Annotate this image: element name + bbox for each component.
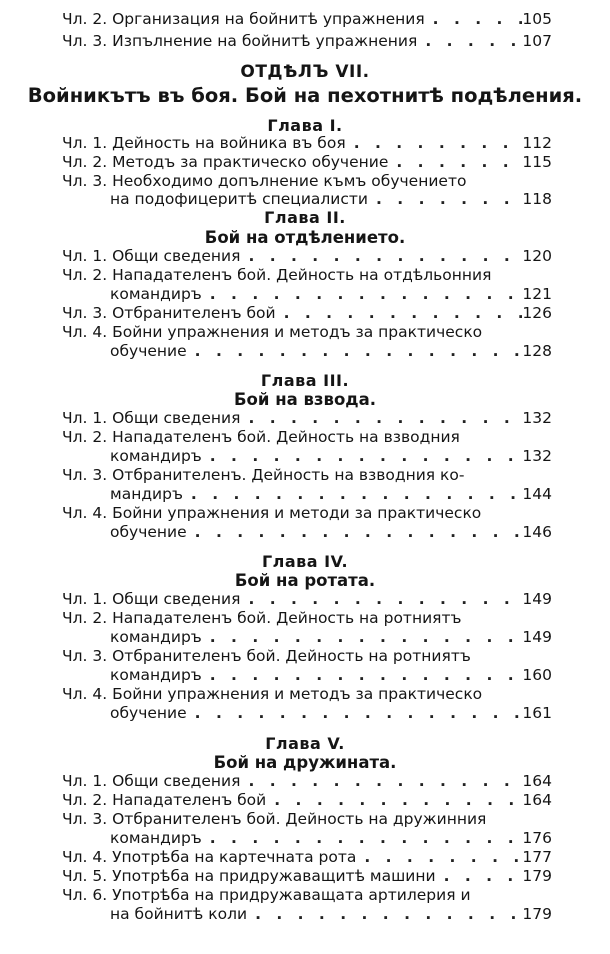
entry-label: Чл. 2. Методъ за практическо обучение [62,153,389,171]
toc-entry [62,810,532,829]
leader-dots [356,848,522,867]
leader-dots [202,447,523,466]
toc-entry [62,247,552,266]
entry-label-cont: командиръ [110,285,202,303]
section-title: Войникътъ въ боя. Бой на пехотнитѣ подѣления. [27,84,583,107]
entry-page: 132 [522,447,552,465]
chapter-heading: Глава III. [260,371,350,390]
chapter-heading: Глава II. [264,208,346,227]
leader-dots [247,905,522,924]
entry-label-cont: командиръ [110,666,202,684]
toc-entry [62,848,552,867]
toc-entry-continuation [110,666,552,685]
toc-entry [62,867,552,886]
chapter-subtitle: Бой на ротата. [234,571,376,590]
toc-entry [62,647,532,666]
toc-entry [62,428,532,447]
entry-label: Чл. 2. Нападателенъ бой. Дейность на отдѣльонния [62,266,492,284]
leader-dots [183,485,523,504]
toc-entry-continuation [110,628,552,647]
entry-page: 161 [522,704,552,722]
toc-entry-continuation [110,285,552,304]
leader-dots [202,628,523,647]
entry-page: 149 [522,590,552,608]
entry-label: Чл. 2. Нападателенъ бой. Дейность на ротниятъ [62,609,462,627]
entry-page: 120 [522,247,552,265]
entry-page: 144 [522,485,552,503]
toc-entry-continuation [110,342,552,361]
toc-entry-continuation [110,523,552,542]
toc-entry [62,304,552,323]
toc-entry [62,153,552,172]
entry-label: Чл. 4. Бойни упражнения и методи за практическо [62,504,482,522]
entry-label-cont: командиръ [110,829,202,847]
chapter-subtitle: Бой на взвода. [233,390,377,409]
entry-page: 118 [522,190,552,208]
entry-label: Чл. 3. Отбранителенъ бой. Дейность на дружинния [62,810,487,828]
toc-entry [62,10,552,29]
leader-dots [276,304,523,323]
toc-entry-continuation [110,485,552,504]
entry-label-cont: обучение [110,704,187,722]
leader-dots [388,153,522,172]
toc-entry [62,323,532,342]
entry-page: 149 [522,628,552,646]
toc-entry-continuation [110,704,552,723]
leader-dots [187,704,523,723]
entry-label: Чл. 3. Отбранителенъ. Дейность на взводния ко- [62,466,465,484]
chapter-heading: Глава I. [267,116,343,135]
toc-entry-continuation [110,447,552,466]
entry-page: 107 [522,32,552,50]
toc-entry [62,772,552,791]
leader-dots [240,409,522,428]
toc-entry [62,590,552,609]
toc-entry [62,466,532,485]
entry-label: Чл. 1. Общи сведения [62,247,241,265]
leader-dots [202,666,523,685]
leader-dots [436,867,523,886]
leader-dots [240,247,522,266]
toc-entry-continuation [110,829,552,848]
entry-label: Чл. 3. Необходимо допълнение къмъ обучението [62,172,467,190]
leader-dots [368,190,522,209]
section-heading: ОТДѢЛЪ VII. [240,62,370,82]
leader-dots [240,590,522,609]
toc-entry [62,32,552,51]
leader-dots [417,32,522,51]
entry-page: 160 [522,666,552,684]
entry-page: 177 [522,848,552,866]
leader-dots [187,342,523,361]
leader-dots [346,134,523,153]
entry-page: 128 [522,342,552,360]
entry-label-cont: мандиръ [110,485,183,503]
toc-entry-continuation [110,190,552,209]
entry-page: 179 [522,867,552,885]
chapter-subtitle: Бой на отдѣлението. [204,228,406,247]
entry-label: Чл. 3. Отбранителенъ бой. Дейность на ротниятъ [62,647,471,665]
leader-dots [266,791,522,810]
entry-page: 164 [522,772,552,790]
entry-page: 132 [522,409,552,427]
entry-label: Чл. 4. Бойни упражнения и методъ за практическо [62,323,483,341]
entry-label-cont: на подофицеритѣ специалисти [110,190,368,208]
chapter-heading: Глава IV. [261,552,349,571]
toc-entry [62,685,532,704]
chapter-subtitle: Бой на дружината. [213,753,397,772]
entry-page: 126 [522,304,552,322]
entry-label: Чл. 4. Бойни упражнения и методъ за практическо [62,685,483,703]
toc-entry [62,134,552,153]
leader-dots [187,523,523,542]
entry-label: Чл. 5. Употрѣба на придружаващитѣ машини [62,867,436,885]
entry-label-cont: на бойнитѣ коли [110,905,248,923]
entry-label: Чл. 2. Организация на бойнитѣ упражнения [62,10,425,28]
entry-label: Чл. 6. Употрѣба на придружаващата артилерия и [62,886,471,904]
entry-page: 176 [522,829,552,847]
entry-page: 179 [522,905,552,923]
entry-page: 164 [522,791,552,809]
entry-label: Чл. 2. Нападателенъ бой. Дейность на взводния [62,428,460,446]
toc-entry [62,886,532,905]
chapter-heading: Глава V. [265,734,345,753]
leader-dots [240,772,522,791]
leader-dots [425,10,523,29]
leader-dots [202,829,523,848]
toc-entry [62,609,532,628]
entry-label: Чл. 2. Нападателенъ бой [62,791,267,809]
toc-entry [62,266,532,285]
entry-label: Чл. 1. Общи сведения [62,409,241,427]
entry-label: Чл. 4. Употрѣба на картечната рота [62,848,357,866]
toc-entry [62,409,552,428]
entry-label-cont: обучение [110,523,187,541]
entry-label-cont: командиръ [110,628,202,646]
entry-label: Чл. 3. Изпълнение на бойнитѣ упражнения [62,32,418,50]
entry-page: 105 [522,10,552,28]
entry-page: 115 [522,153,552,171]
entry-label: Чл. 1. Общи сведения [62,772,241,790]
entry-page: 112 [522,134,552,152]
entry-label: Чл. 1. Общи сведения [62,590,241,608]
entry-label: Чл. 3. Отбранителенъ бой [62,304,276,322]
leader-dots [202,285,523,304]
entry-label: Чл. 1. Дейность на войника въ боя [62,134,346,152]
toc-entry-continuation [110,905,552,924]
entry-page: 121 [522,285,552,303]
entry-label-cont: обучение [110,342,187,360]
toc-entry [62,791,552,810]
toc-entry [62,504,532,523]
entry-page: 146 [522,523,552,541]
entry-label-cont: командиръ [110,447,202,465]
toc-entry [62,172,532,191]
